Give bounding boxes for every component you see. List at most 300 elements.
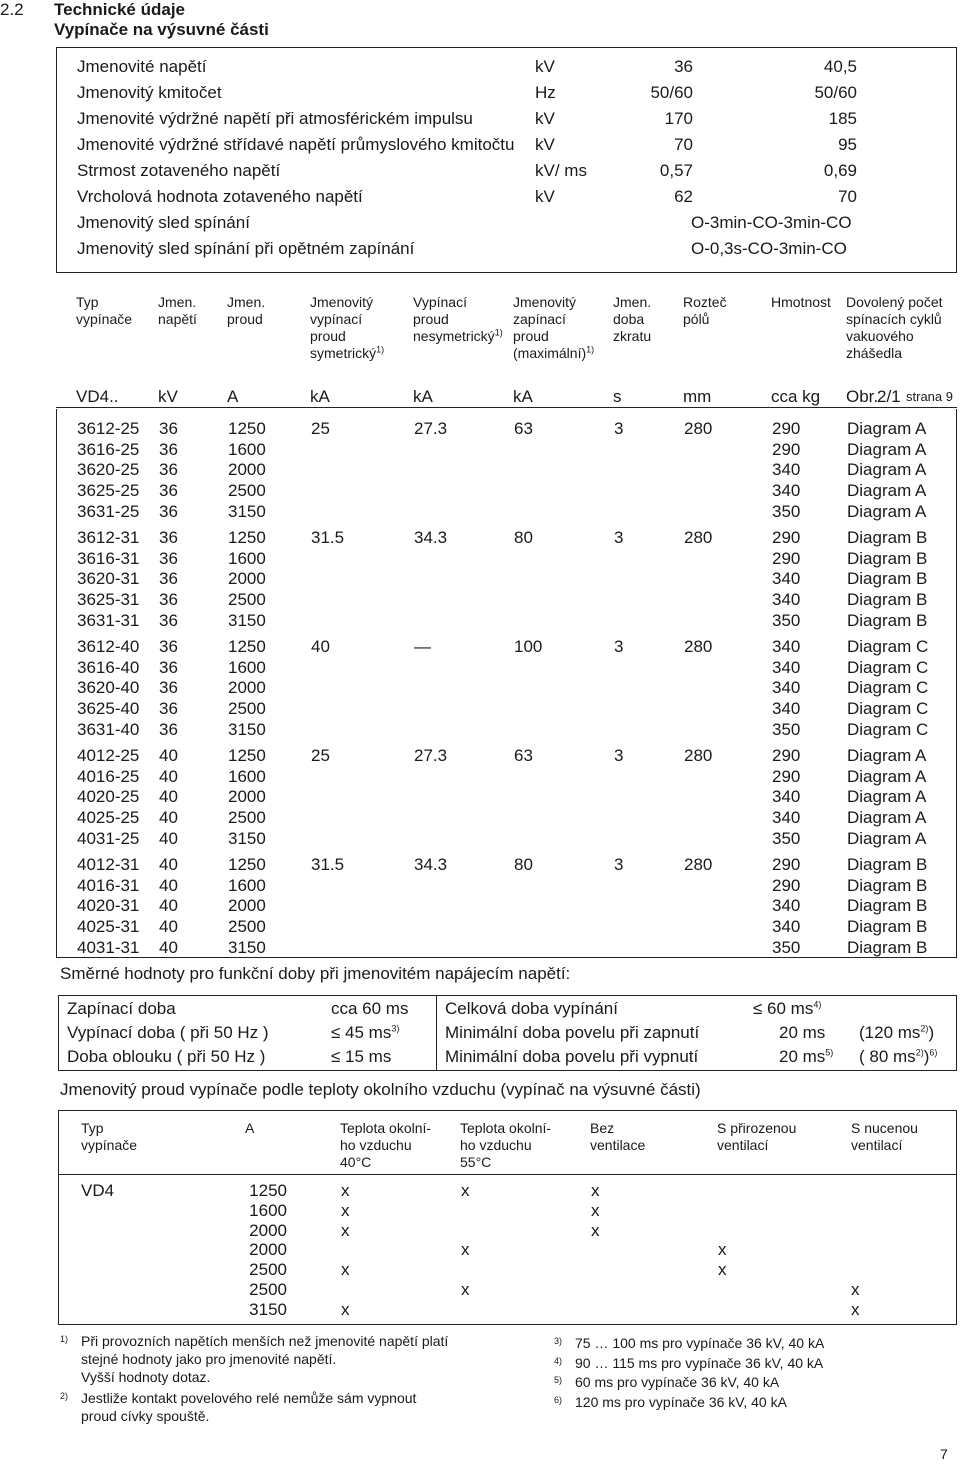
voltage-cell: 36 (159, 590, 178, 610)
main-header-text: Dovolený počet (846, 294, 943, 310)
current-cell: 1250 (228, 637, 266, 656)
asymmetric-breaking-current: 27.3 (414, 746, 448, 765)
footnote-text: 120 ms pro vypínače 36 kV, 40 kA (575, 1393, 787, 1410)
ambient-current: 2500 (249, 1280, 287, 1299)
units-cell: cca kg (771, 387, 821, 406)
footnote-text: Jestliže kontakt povelového relé nemůže sám vypnout (81, 1390, 417, 1406)
voltage-cell: 36 (159, 439, 178, 459)
timing-left-value (331, 1023, 435, 1043)
short-circuit-duration: 3 (614, 637, 624, 656)
type-cell: 3616-31 (77, 548, 140, 568)
short-circuit-duration: 3 (614, 746, 624, 765)
main-header-line (513, 328, 594, 345)
ambient-40c: x (341, 1181, 350, 1200)
diagram-cell: Diagram A (847, 766, 927, 786)
voltage-cell: 36 (159, 678, 178, 698)
table-row (57, 589, 956, 610)
main-header-text: vypínací (310, 311, 363, 327)
type-cell: 3620-40 (77, 678, 140, 698)
table-row (57, 828, 956, 849)
main-header-line (413, 328, 503, 345)
ambient-no-vent: x (591, 1220, 600, 1240)
main-header-text: Jmenovitý (513, 294, 577, 310)
table-row (57, 568, 956, 589)
main-header-line (683, 311, 727, 328)
table-row (57, 677, 956, 698)
diagram-cell: Diagram B (847, 875, 928, 895)
current-cell: 2500 (228, 808, 266, 828)
main-header-text: proud (310, 328, 346, 344)
main-header-line (513, 311, 594, 328)
units-divider (56, 407, 957, 408)
current-cell: 1250 (228, 419, 266, 438)
main-header-line (771, 294, 831, 311)
voltage-cell: 36 (159, 657, 178, 677)
main-header-line (413, 311, 503, 328)
units-cell: kA (310, 387, 330, 406)
weight-cell: 290 (772, 746, 801, 765)
type-cell: 3612-31 (77, 528, 140, 547)
main-header-cell (771, 294, 831, 311)
weight-cell: 290 (772, 439, 801, 459)
weight-cell: 290 (772, 875, 801, 895)
rating-unit: kV (535, 187, 555, 206)
main-header-line (513, 294, 594, 311)
main-header-text: proud (513, 328, 549, 344)
weight-cell: 340 (772, 481, 801, 501)
rating-label: Vrcholová hodnota zotaveného napětí (77, 187, 363, 206)
table-row (57, 610, 956, 631)
table-row (57, 895, 956, 916)
timing-right-extra (859, 1023, 934, 1043)
main-header-text: proud (413, 311, 449, 327)
table-row (57, 807, 956, 828)
voltage-cell: 36 (159, 719, 178, 739)
voltage-cell: 40 (159, 896, 178, 916)
timing-left-label: Doba oblouku ( při 50 Hz ) (67, 1047, 266, 1066)
type-cell: 4031-31 (77, 937, 140, 957)
type-cell: 3620-25 (77, 460, 140, 480)
ambient-natural-vent: x (718, 1260, 727, 1280)
weight-cell: 340 (772, 917, 801, 937)
timing-right-value-text: 20 ms (779, 1023, 826, 1042)
ambient-current: 1250 (249, 1181, 287, 1200)
making-current: 100 (514, 637, 543, 656)
ambient-natural-vent: x (718, 1240, 727, 1260)
main-header-cell (683, 294, 727, 328)
main-header-line (158, 311, 197, 328)
voltage-cell: 40 (159, 855, 178, 874)
current-cell: 2000 (228, 787, 266, 807)
rating-label: Jmenovitý kmitočet (77, 83, 222, 102)
diagram-cell: Diagram A (847, 481, 927, 501)
ambient-box (58, 1110, 957, 1325)
weight-cell: 340 (772, 699, 801, 719)
voltage-cell: 40 (159, 917, 178, 937)
main-header-text: Typ (76, 294, 99, 310)
ambient-header-line: vypínače (81, 1137, 138, 1153)
main-table-body (56, 409, 957, 958)
main-header-cell (76, 294, 132, 328)
voltage-cell: 40 (159, 746, 178, 765)
units-cell: s (613, 387, 622, 406)
ambient-current: 3150 (249, 1299, 287, 1319)
main-header-text: (maximální) (513, 345, 587, 361)
diagram-cell: Diagram B (847, 917, 928, 937)
timing-extra-tail: ) (928, 1023, 935, 1042)
main-header-line (310, 294, 384, 311)
timing-left-value-text: ≤ 45 ms (331, 1023, 392, 1042)
making-current: 63 (514, 746, 533, 765)
voltage-cell: 40 (159, 787, 178, 807)
type-cell: 3612-40 (77, 637, 140, 656)
table-row (57, 745, 956, 766)
footnote-text: proud cívky spouště. (81, 1408, 210, 1424)
type-cell: 3625-31 (77, 590, 140, 610)
type-cell: 3631-40 (77, 719, 140, 739)
page-title: Technické údaje (54, 0, 186, 19)
voltage-cell: 36 (159, 419, 178, 438)
ambient-current: 1600 (249, 1200, 287, 1220)
type-cell: 3616-40 (77, 657, 140, 677)
main-header-text: Jmenovitý (310, 294, 374, 310)
timing-left-label: Zapínací doba (67, 999, 176, 1018)
diagram-cell: Diagram A (847, 460, 927, 480)
rating-value-36kv: 170 (664, 109, 693, 128)
main-header-line (846, 345, 943, 362)
symmetric-breaking-current: 40 (311, 637, 330, 656)
ambient-no-vent: x (591, 1200, 600, 1220)
main-header-text: napětí (158, 311, 197, 327)
current-cell: 1600 (228, 439, 266, 459)
symmetric-breaking-current: 25 (311, 746, 330, 765)
current-cell: 2000 (228, 678, 266, 698)
main-header-text: doba (613, 311, 645, 327)
weight-cell: 340 (772, 787, 801, 807)
diagram-cell: Diagram A (847, 746, 927, 765)
footnote-ref: 4) (813, 999, 822, 1010)
table-row (57, 719, 956, 740)
main-header-text: vypínače (76, 311, 133, 327)
current-cell: 2500 (228, 699, 266, 719)
rating-value-40kv: 70 (838, 187, 857, 206)
main-header-text: Rozteč (683, 294, 727, 310)
diagram-cell: Diagram A (847, 787, 927, 807)
footnote-mark: 2) (60, 1391, 69, 1401)
footnote-mark: 5) (554, 1375, 563, 1385)
voltage-cell: 40 (159, 766, 178, 786)
table-row (57, 548, 956, 569)
diagram-cell: Diagram B (847, 610, 928, 630)
current-cell: 3150 (228, 610, 266, 630)
type-cell: 4025-31 (77, 917, 140, 937)
rating-label: Strmost zotaveného napětí (77, 161, 281, 180)
current-cell: 2000 (228, 896, 266, 916)
type-cell: 4012-31 (77, 855, 140, 874)
type-cell: 3625-40 (77, 699, 140, 719)
main-header-text: vakuového (846, 328, 914, 344)
main-header-text: Jmen. (613, 294, 652, 310)
main-header-text: nesymetrický (413, 328, 495, 344)
weight-cell: 290 (772, 855, 801, 874)
weight-cell: 340 (772, 637, 801, 656)
main-header-line (683, 294, 727, 311)
voltage-cell: 40 (159, 937, 178, 957)
short-circuit-duration: 3 (614, 528, 624, 547)
rating-unit: Hz (535, 83, 556, 102)
ambient-40c: x (341, 1220, 350, 1240)
timing-right-value-text: 20 ms (779, 1047, 826, 1066)
timing-right-value (779, 1023, 825, 1043)
rating-value-40kv: 50/60 (814, 83, 857, 102)
ambient-header-cell (851, 1120, 918, 1154)
type-cell: 4031-25 (77, 828, 140, 848)
current-cell: 1250 (228, 528, 266, 547)
pole-pitch: 280 (684, 419, 713, 438)
main-header-line (310, 345, 384, 362)
table-row (57, 418, 956, 439)
rating-value-40kv: 95 (838, 135, 857, 154)
voltage-cell: 36 (159, 481, 178, 501)
main-header-cell (613, 294, 651, 345)
timing-left-label: Vypínací doba ( při 50 Hz ) (67, 1023, 269, 1042)
ambient-header-line: A (245, 1120, 255, 1136)
main-header-cell (227, 294, 265, 328)
diagram-cell: Diagram B (847, 590, 928, 610)
weight-cell: 350 (772, 610, 801, 630)
making-current: 63 (514, 419, 533, 438)
diagram-cell: Diagram B (847, 937, 928, 957)
rating-unit: kV (535, 57, 555, 76)
ambient-header-line: Bez (590, 1120, 615, 1136)
type-cell: 4016-25 (77, 766, 140, 786)
timing-right-value (753, 999, 821, 1019)
units-cell: mm (683, 387, 712, 406)
weight-cell: 340 (772, 678, 801, 698)
ambient-header-line: ventilací (717, 1137, 769, 1153)
timing-extra-text: (120 ms (859, 1023, 921, 1042)
ambient-current: 2000 (249, 1220, 287, 1240)
weight-cell: 290 (772, 419, 801, 438)
ambient-current: 2000 (249, 1240, 287, 1260)
symmetric-breaking-current: 25 (311, 419, 330, 438)
rating-value-40kv: 40,5 (823, 57, 857, 76)
ambient-header-line: ventilací (851, 1137, 903, 1153)
weight-cell: 340 (772, 460, 801, 480)
current-cell: 2000 (228, 460, 266, 480)
asymmetric-breaking-current: 27.3 (414, 419, 448, 438)
main-header-text: Jmen. (158, 294, 197, 310)
footnote-mark: 1) (60, 1334, 69, 1344)
ambient-header-line: 40°C (340, 1154, 372, 1170)
voltage-cell: 36 (159, 637, 178, 656)
rating-label: Jmenovité výdržné střídavé napětí průmyslového kmitočtu (77, 135, 515, 154)
rating-value-36kv: 70 (674, 135, 693, 154)
main-header-cell (158, 294, 197, 328)
rating-value-36kv: 50/60 (650, 83, 693, 102)
diagram-cell: Diagram C (847, 719, 929, 739)
current-cell: 3150 (228, 501, 266, 521)
timing-right-label: Minimální doba povelu při zapnutí (445, 1023, 700, 1042)
table-row (57, 875, 956, 896)
current-cell: 1600 (228, 766, 266, 786)
units-cell: A (227, 387, 239, 406)
ambient-header-cell (460, 1120, 551, 1171)
diagram-cell: Diagram C (847, 699, 929, 719)
ambient-header-line: ho vzduchu (340, 1137, 412, 1153)
weight-cell: 340 (772, 808, 801, 828)
rating-value-36kv: 62 (674, 187, 693, 206)
ambient-no-vent: x (591, 1181, 600, 1200)
current-cell: 1600 (228, 875, 266, 895)
voltage-cell: 36 (159, 460, 178, 480)
current-cell: 2500 (228, 917, 266, 937)
rating-value-36kv: 0,57 (659, 161, 693, 180)
footnote-ref: 2) (915, 1047, 924, 1058)
rating-unit: kV (535, 109, 555, 128)
timing-box (58, 995, 957, 1071)
current-cell: 2500 (228, 590, 266, 610)
footnote-ref: 6) (929, 1047, 938, 1058)
voltage-cell: 36 (159, 569, 178, 589)
weight-cell: 290 (772, 528, 801, 547)
voltage-cell: 40 (159, 808, 178, 828)
type-cell: 3620-31 (77, 569, 140, 589)
rating-value-40kv: 185 (828, 109, 857, 128)
ambient-forced-vent: x (851, 1280, 860, 1299)
units-cell: Obr. (846, 387, 879, 406)
asymmetric-breaking-current: — (414, 637, 431, 656)
ambient-header-cell (81, 1120, 137, 1154)
footnote-text: 75 … 100 ms pro vypínače 36 kV, 40 kA (575, 1335, 825, 1351)
pole-pitch: 280 (684, 528, 713, 547)
timing-extra-tail: ) (923, 1047, 930, 1066)
weight-cell: 350 (772, 937, 801, 957)
timing-left-value (331, 1047, 435, 1067)
footnote-ref: 2) (920, 1023, 929, 1034)
type-cell: 3631-31 (77, 610, 140, 630)
units-cell: kA (413, 387, 433, 406)
footnote-text: stejné hodnoty jako pro jmenovité napětí. (81, 1351, 337, 1367)
pole-pitch: 280 (684, 746, 713, 765)
table-row (57, 459, 956, 480)
footnote-text: 60 ms pro vypínače 36 kV, 40 kA (575, 1374, 780, 1390)
units-cell: strana 9 (906, 389, 953, 404)
ambient-header-line: S nucenou (851, 1120, 918, 1136)
timing-left-value-text: ≤ 15 ms (331, 1047, 392, 1066)
weight-cell: 340 (772, 590, 801, 610)
ambient-55c: x (461, 1181, 470, 1200)
main-header-cell (846, 294, 943, 362)
footnotes-left (0, 1333, 520, 1433)
rating-label: Jmenovité výdržné napětí při atmosférickém impulsu (77, 109, 473, 128)
main-header-text: symetrický (310, 345, 377, 361)
main-header-line (613, 328, 651, 345)
weight-cell: 350 (772, 719, 801, 739)
sequence-value: O-0,3s-CO-3min-CO (691, 239, 847, 258)
timing-title: Směrné hodnoty pro funkční doby při jmenovitém napájecím napětí: (60, 964, 571, 983)
diagram-cell: Diagram B (847, 569, 928, 589)
type-cell: 4012-25 (77, 746, 140, 765)
main-header-line (613, 311, 651, 328)
asymmetric-breaking-current: 34.3 (414, 528, 448, 547)
pole-pitch: 280 (684, 637, 713, 656)
ambient-forced-vent: x (851, 1299, 860, 1319)
ambient-header-cell (340, 1120, 431, 1171)
main-header-cell (413, 294, 503, 345)
diagram-cell: Diagram B (847, 528, 928, 547)
diagram-cell: Diagram A (847, 419, 927, 438)
asymmetric-breaking-current: 34.3 (414, 855, 448, 874)
units-cell: kA (513, 387, 533, 406)
units-cell: kV (158, 387, 178, 406)
main-header-line (846, 294, 943, 311)
table-row (57, 501, 956, 522)
main-header-line (846, 311, 943, 328)
rating-value-36kv: 36 (674, 57, 693, 76)
making-current: 80 (514, 855, 533, 874)
ambient-header-line: Teplota okolní- (340, 1120, 432, 1136)
ambient-header-line: Typ (81, 1120, 104, 1136)
current-cell: 1600 (228, 548, 266, 568)
type-cell: 4020-25 (77, 787, 140, 807)
table-row (57, 698, 956, 719)
timing-left-value (331, 999, 435, 1019)
diagram-cell: Diagram C (847, 678, 929, 698)
table-row (57, 786, 956, 807)
ambient-header-line: 55°C (460, 1154, 492, 1170)
sequence-label: Jmenovitý sled spínání (77, 213, 250, 232)
diagram-cell: Diagram C (847, 657, 929, 677)
ambient-55c: x (461, 1280, 470, 1299)
ambient-header-line: ho vzduchu (460, 1137, 532, 1153)
timing-right-value-text: ≤ 60 ms (753, 999, 814, 1018)
ambient-40c: x (341, 1299, 350, 1319)
ambient-current: 2500 (249, 1260, 287, 1280)
current-cell: 2000 (228, 569, 266, 589)
current-cell: 3150 (228, 937, 266, 957)
footnote-text: 90 … 115 ms pro vypínače 36 kV, 40 kA (575, 1354, 824, 1371)
type-cell: 3625-25 (77, 481, 140, 501)
footnotes-right (540, 1335, 960, 1415)
timing-divider (436, 996, 437, 1070)
ambient-header-cell (717, 1120, 796, 1154)
type-cell: 4016-31 (77, 875, 140, 895)
diagram-cell: Diagram A (847, 439, 927, 459)
weight-cell: 340 (772, 896, 801, 916)
voltage-cell: 36 (159, 548, 178, 568)
main-header-text: proud (227, 311, 263, 327)
table-row (57, 657, 956, 678)
pole-pitch: 280 (684, 855, 713, 874)
weight-cell: 340 (772, 657, 801, 677)
voltage-cell: 40 (159, 875, 178, 895)
footnote-text: Vyšší hodnoty dotaz. (81, 1369, 211, 1385)
type-cell: 4025-25 (77, 808, 140, 828)
ambient-type: VD4 (81, 1181, 115, 1200)
page-number: 7 (940, 1446, 948, 1462)
main-header-line (613, 294, 651, 311)
ambient-header-line: ventilace (590, 1137, 646, 1153)
table-row (57, 854, 956, 875)
timing-right-value (779, 1047, 833, 1067)
ambient-55c: x (461, 1240, 470, 1260)
current-cell: 1600 (228, 657, 266, 677)
main-header-line (76, 311, 132, 328)
table-row (57, 636, 956, 657)
main-header-cell (310, 294, 384, 362)
main-header-text: zkratu (613, 328, 652, 344)
